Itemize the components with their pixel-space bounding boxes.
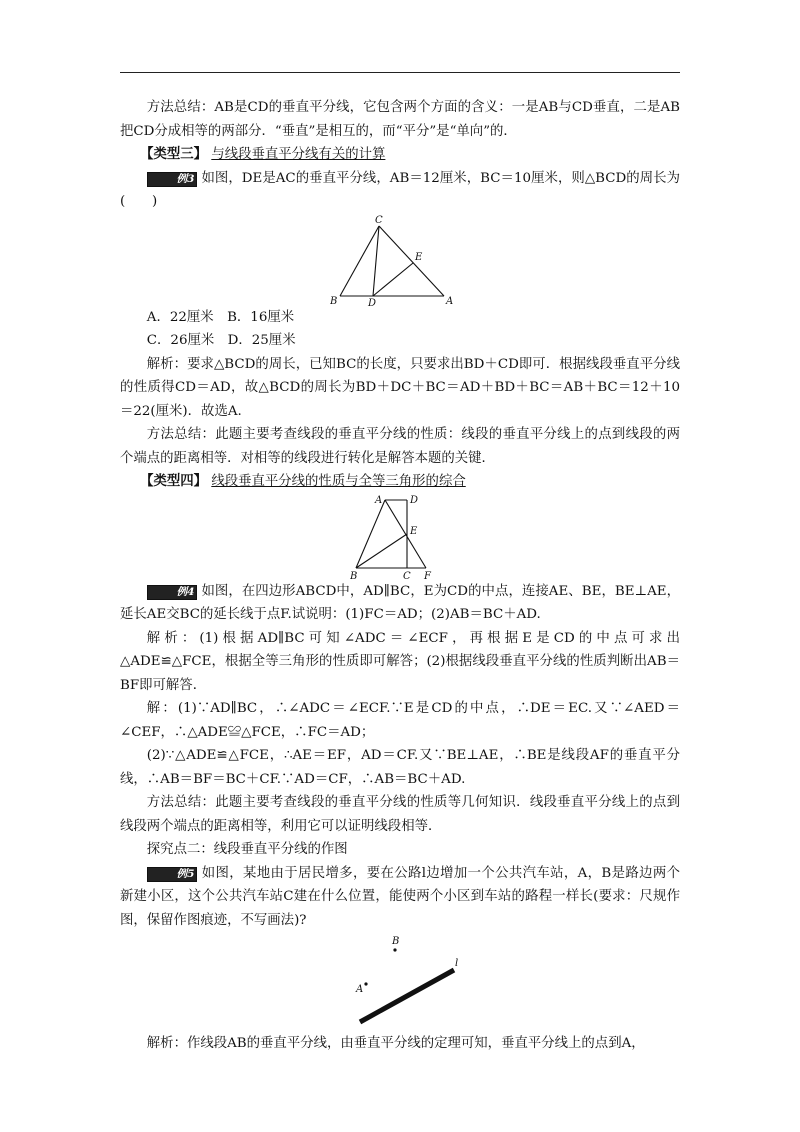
label-a: A	[375, 494, 383, 506]
example3-badge: 例3	[147, 172, 198, 187]
example3-choices-line2: C．26厘米 D．25厘米	[146, 333, 296, 348]
label-c: C	[403, 570, 411, 580]
section-type4-title: 线段垂直平分线的性质与全等三角形的综合	[211, 474, 466, 489]
segment-cd	[373, 226, 379, 296]
label-b: B	[350, 570, 358, 580]
segment-de	[373, 263, 413, 296]
segment-af	[385, 500, 426, 568]
label-b: B	[392, 936, 400, 947]
label-e: E	[415, 251, 423, 263]
segment-ca	[379, 226, 444, 296]
example3-choices-line1: A．22厘米 B．16厘米	[146, 309, 295, 325]
header-rule	[120, 72, 680, 73]
label-c: C	[375, 214, 383, 226]
segment-cb	[340, 226, 379, 296]
example5-question	[120, 862, 680, 933]
section-type3-title: 与线段垂直平分线有关的计算	[211, 147, 386, 162]
section-type4-heading	[120, 470, 680, 494]
example5-analysis: 解析：作线段AB的垂直平分线，由垂直平分线的定理可知，垂直平分线上的点到A，	[146, 1036, 645, 1051]
label-f: F	[424, 570, 431, 580]
example3-question	[120, 167, 680, 214]
example4-badge: 例4	[147, 585, 198, 600]
example3-analysis: 解析：要求△BCD的周长，已知BC的长度，只要求出BD＋CD即可．根据线段垂直平分线的性质得CD＝AD，故△BCD的周长为BD＋DC＋BC＝AD＋BD＋BC＝AB＋BC＝12＋10＝22(厘米)．故选A.	[120, 356, 680, 419]
example5-badge: 例5	[147, 867, 198, 882]
example3-text: 如图，DE是AC的垂直平分线，AB＝12厘米，BC＝10厘米，则△BCD的周长为( )	[120, 170, 680, 209]
label-d: D	[410, 494, 419, 506]
road-line-l	[360, 970, 454, 1022]
label-a: A	[356, 984, 364, 995]
example3-summary: 方法总结：此题主要考查线段的垂直平分线的性质：线段的垂直平分线上的点到线段的两个端点的距离相等．对相等的线段进行转化是解答本题的关键．	[120, 427, 680, 466]
example3-figure	[330, 214, 470, 306]
example4-question	[120, 580, 680, 627]
label-a: A	[446, 295, 454, 306]
label-d: D	[368, 297, 377, 306]
example4-figure	[350, 494, 450, 580]
example4-solution-2: (2)∵△ADE≌△FCE，∴AE＝EF，AD＝CF.又∵BE⊥AE，∴BE是线段AF的垂直平分线，∴AB＝BF＝BC＋CF.∵AD＝CF，∴AB＝BC＋AD.	[120, 748, 680, 787]
point-b	[393, 948, 396, 951]
example4-analysis: 解析：(1)根据AD∥BC可知∠ADC＝∠ECF，再根据E是CD的中点可求出△ADE≌△FCE，根据全等三角形的性质即可解答；(2)根据线段垂直平分线的性质判断出AB＝BF即可解答．	[120, 630, 680, 693]
label-l: l	[455, 958, 459, 969]
point-a	[364, 982, 367, 985]
exploration-point-2: 探究点二：线段垂直平分线的作图	[146, 842, 348, 857]
example4-text: 如图，在四边形ABCD中，AD∥BC，E为CD的中点，连接AE、BE，BE⊥AE，延长AE交BC的延长线于点F.试说明：(1)FC＝AD；(2)AB＝BC＋AD.	[120, 583, 680, 622]
label-b: B	[330, 295, 338, 306]
example5-text: 如图，某地由于居民增多，要在公路l边增加一个公共汽车站，A，B是路边两个新建小区，这个公共汽车站C建在什么位置，能使两个小区到车站的路程一样长(要求：尺规作图，保留作图痕迹，不写画法)?	[120, 865, 680, 928]
section-type3-tag: 【类型三】	[140, 147, 208, 162]
section-type3-heading	[120, 143, 680, 167]
document-page	[120, 96, 680, 1056]
section-type4-tag: 【类型四】	[140, 474, 208, 489]
label-e: E	[410, 525, 418, 537]
example5-figure	[330, 932, 470, 1032]
example4-summary: 方法总结：此题主要考查线段的垂直平分线的性质等几何知识．线段垂直平分线上的点到线段两个端点的距离相等，利用它可以证明线段相等．	[120, 795, 680, 834]
method-summary-1: 方法总结：AB是CD的垂直平分线，它包含两个方面的含义：一是AB与CD垂直，二是AB把CD分成相等的两部分．“垂直”是相互的，而“平分”是“单向”的．	[120, 100, 680, 139]
example4-solution-1: 解：(1)∵AD∥BC，∴∠ADC＝∠ECF.∵E是CD的中点，∴DE＝EC.又∵∠AED＝∠CEF，∴△ADE≌△FCE，∴FC＝AD；	[120, 701, 680, 740]
